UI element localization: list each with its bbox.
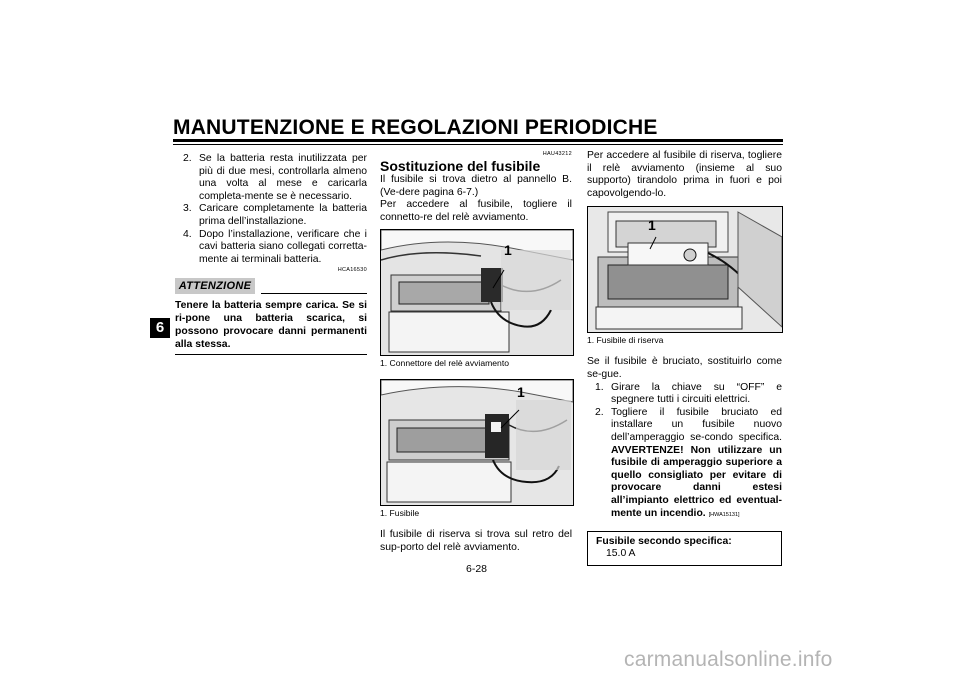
figure-callout: 1	[504, 242, 512, 259]
step-text: Se la batteria resta inutilizzata per più di due mesi, controllarla almeno una volta al mese e caricarla completa-mente se è necessario.	[199, 153, 367, 202]
figure-callout: 1	[648, 217, 656, 234]
fuse-steps-list	[587, 382, 782, 522]
list-item	[175, 153, 367, 203]
step-number: 2.	[595, 406, 604, 418]
step-text: Dopo l’installazione, verificare che i cavi batteria siano collegati corretta-mente ai terminali batteria.	[199, 228, 367, 265]
page-number: 6-28	[466, 563, 488, 575]
caution-text: Tenere la batteria sempre carica. Se si ri-pone una batteria scarica, si possono provocare danni permanenti alla stessa.	[175, 300, 367, 351]
list-item	[587, 407, 782, 521]
spare-fuse-access-text: Per accedere al fusibile di riserva, togliere il relè avviamento (insieme al suo supporto) tirandolo prima in fuori e poi capovolgendo-lo.	[587, 150, 782, 199]
fuse-location-text: Il fusibile si trova dietro al pannello B. (Ve-dere pagina 6-7.)	[380, 174, 572, 198]
caution-badge: ATTENZIONE	[175, 278, 255, 294]
figure-caption: 1. Fusibile	[380, 508, 420, 519]
figure-callout: 1	[517, 384, 525, 401]
watermark: carmanualsonline.info	[624, 648, 833, 671]
step-warning: AVVERTENZE! Non utilizzare un fusibile di amperaggio superiore a quello consigliato per evitare di provocare danni estesi all’impianto elettrico ed eventual-mente un incendio.	[611, 444, 782, 519]
section-title: Sostituzione del fusibile	[380, 158, 541, 174]
column-3	[587, 150, 782, 566]
caution-header	[175, 276, 367, 296]
step-number: 3.	[183, 203, 192, 215]
figure-caption: 1. Connettore del relè avviamento	[380, 358, 509, 369]
step-number: 2.	[183, 153, 192, 164]
chapter-tab: 6	[150, 318, 170, 338]
header-rule-thin	[173, 144, 783, 145]
warning-code: [HWA15131]	[708, 511, 740, 518]
caution-rule	[261, 293, 367, 294]
caution-end-rule	[175, 354, 367, 355]
step-text: Girare la chiave su “OFF” e spegnere tutti i circuiti elettrici.	[611, 381, 782, 406]
spec-value: 15.0 A	[606, 548, 636, 560]
section-code: HAU43212	[542, 151, 572, 157]
battery-steps-list	[175, 153, 367, 266]
step-number: 4.	[183, 228, 192, 240]
list-item	[175, 203, 367, 228]
starter-relay-photo	[380, 229, 574, 356]
list-item	[587, 382, 782, 407]
blown-fuse-intro: Se il fusibile è bruciato, sostituirlo come se-gue.	[587, 356, 782, 380]
column-2	[380, 150, 572, 555]
spec-label: Fusibile secondo specifica:	[596, 536, 732, 548]
column-1	[175, 153, 367, 355]
step-text: Caricare completamente la batteria prima dell’installazione.	[199, 203, 367, 227]
caution-code: HCA16530	[337, 267, 367, 274]
step-number: 1.	[595, 381, 604, 393]
spare-fuse-photo	[587, 206, 783, 333]
step-text: Togliere il fusibile bruciato ed installare un fusibile nuovo dell’amperaggio se-condo specifica.	[611, 406, 782, 443]
fuse-spec-box	[587, 531, 782, 566]
figure-caption: 1. Fusibile di riserva	[587, 335, 664, 346]
header-rule-thick	[173, 139, 783, 142]
list-item	[175, 229, 367, 267]
access-fuse-text: Per accedere al fusibile, togliere il connetto-re del relè avviamento.	[380, 199, 572, 223]
spare-fuse-text: Il fusibile di riserva si trova sul retro del sup-porto del relè avviamento.	[380, 529, 572, 553]
page-title: MANUTENZIONE E REGOLAZIONI PERIODICHE	[173, 116, 658, 139]
fuse-photo	[380, 379, 574, 506]
